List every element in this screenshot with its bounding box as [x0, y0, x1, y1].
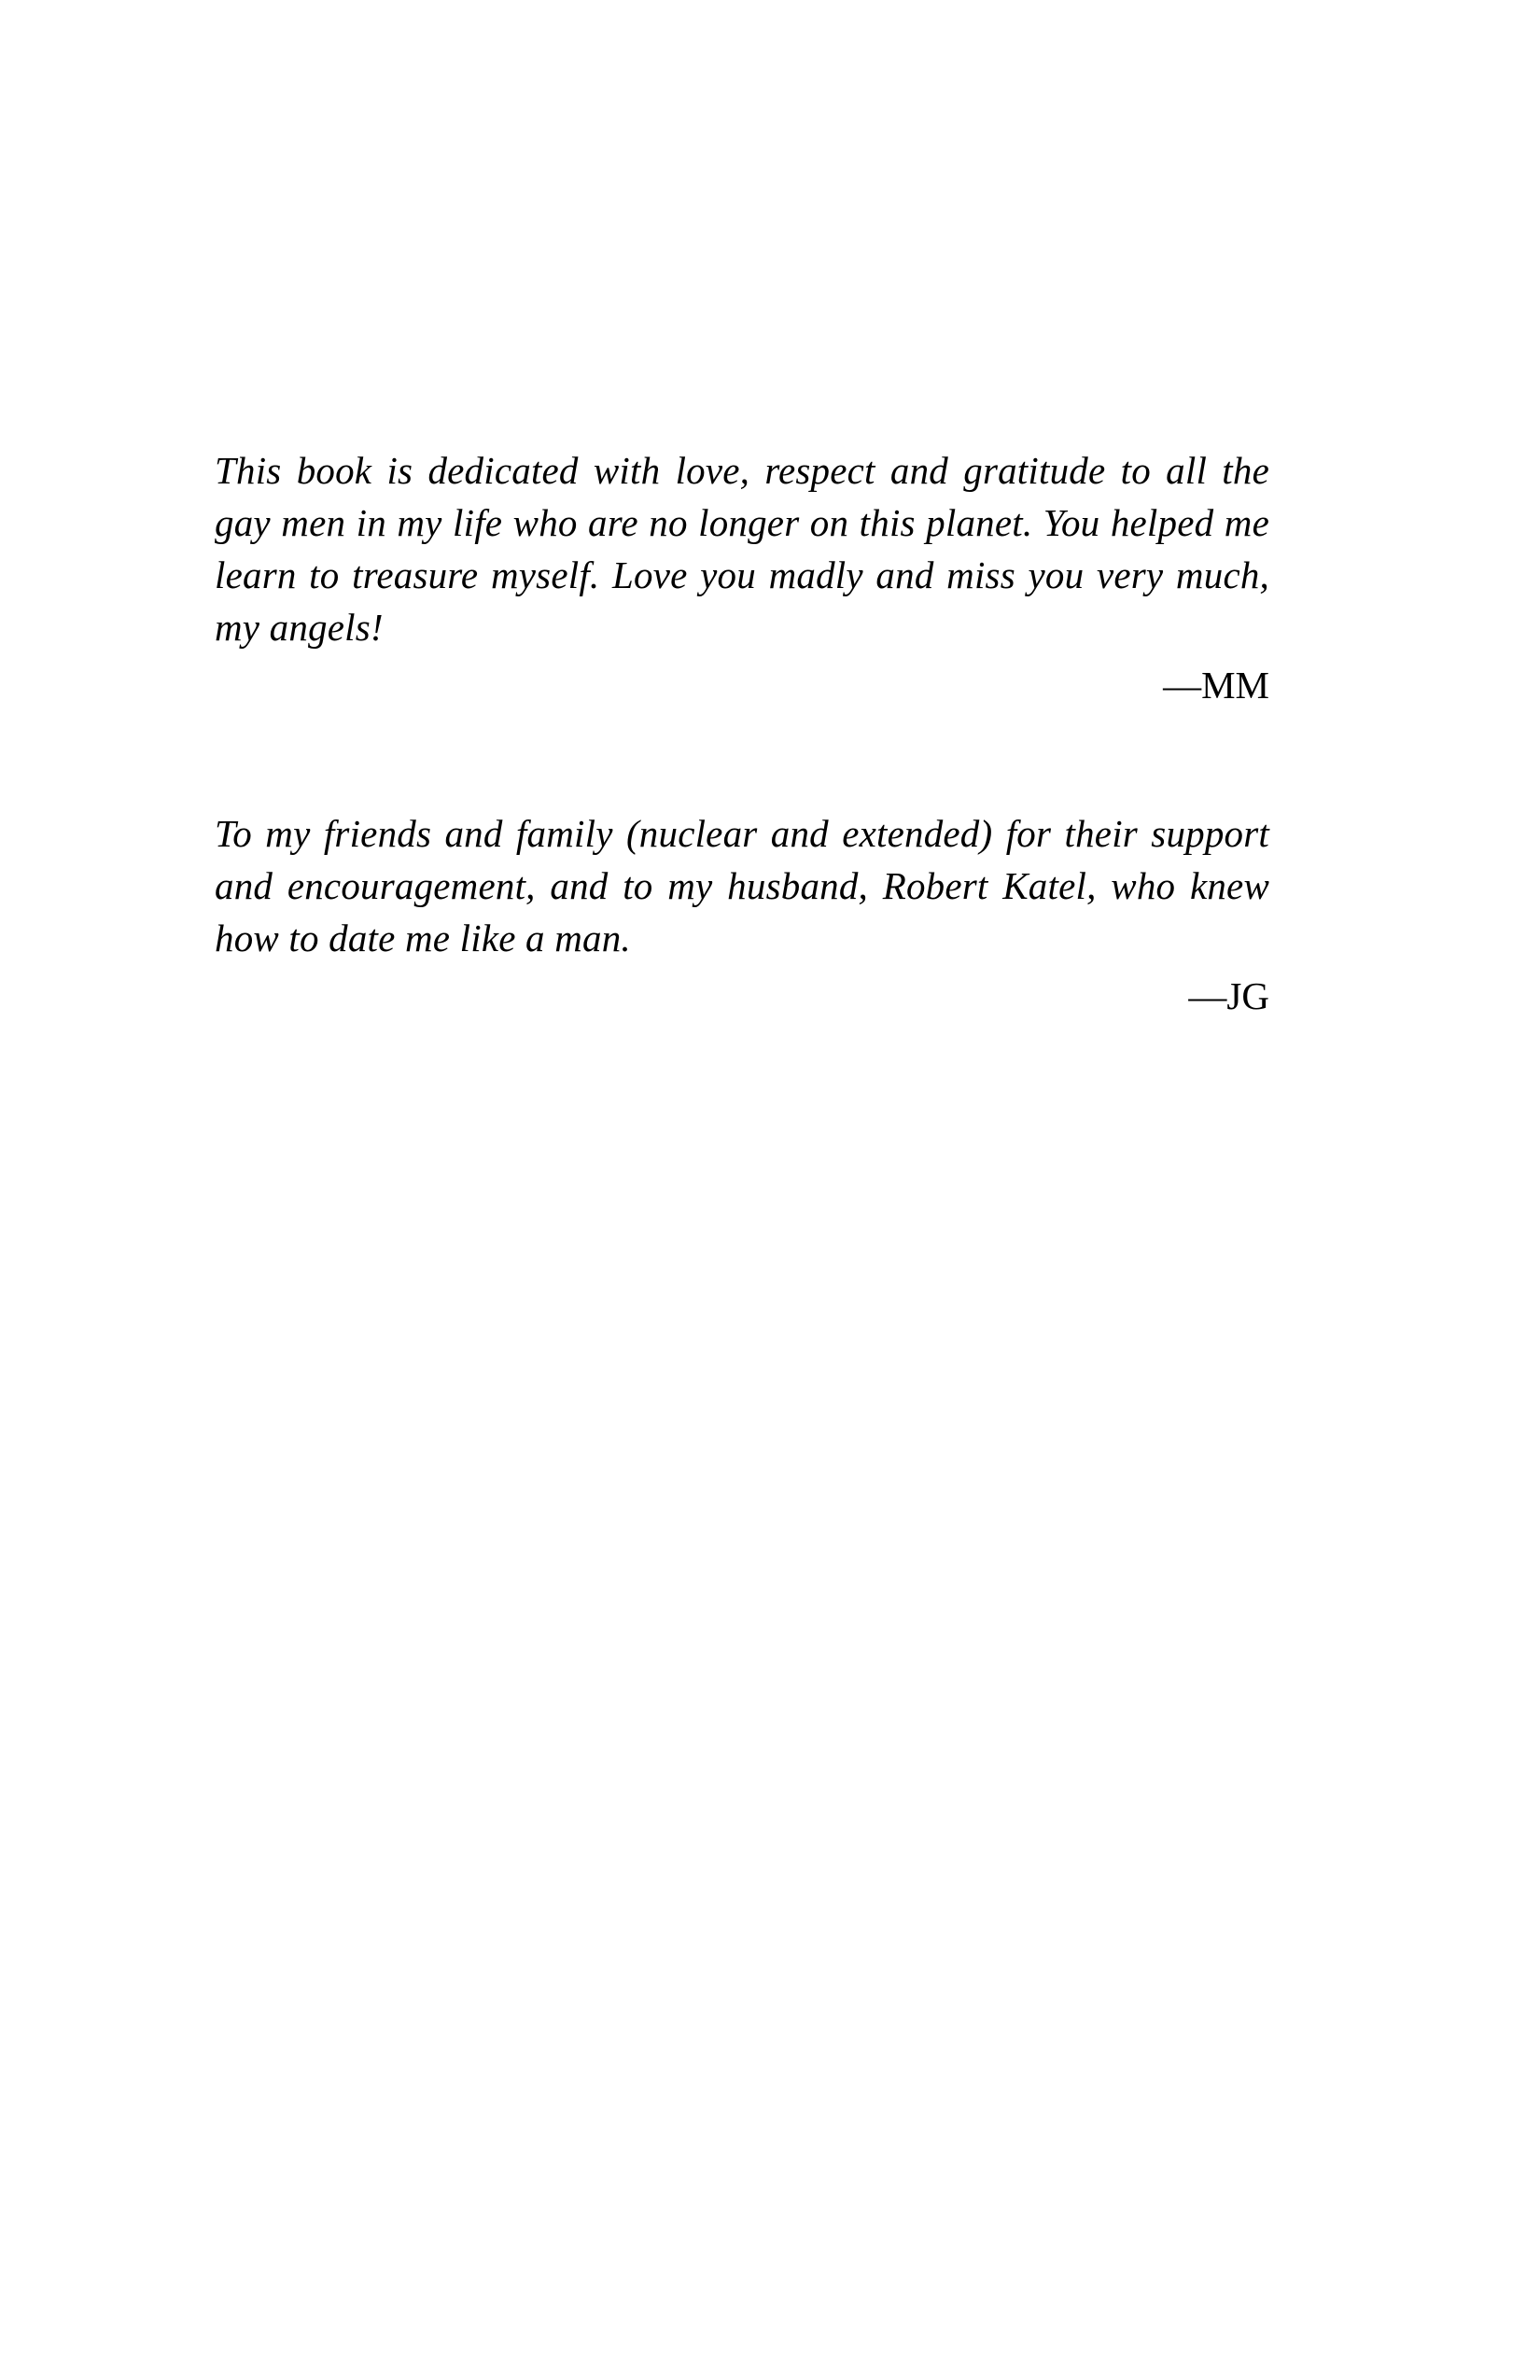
dedication-signature: —JG: [1188, 974, 1269, 1017]
dedication-jg: [215, 807, 1269, 1022]
dedication-mm: [215, 444, 1269, 711]
dedication-signature: —MM: [1163, 664, 1269, 707]
dedication-text: To my friends and family (nuclear and extended) for their support and encouragement, and to my husband, Robert Katel, who knew how to date me like a man.: [215, 812, 1269, 959]
dedication-text: This book is dedicated with love, respect and gratitude to all the gay men in my life who are no longer on this planet. You helped me learn to treasure myself. Love you madly and miss you very much, my angels!: [215, 449, 1269, 649]
